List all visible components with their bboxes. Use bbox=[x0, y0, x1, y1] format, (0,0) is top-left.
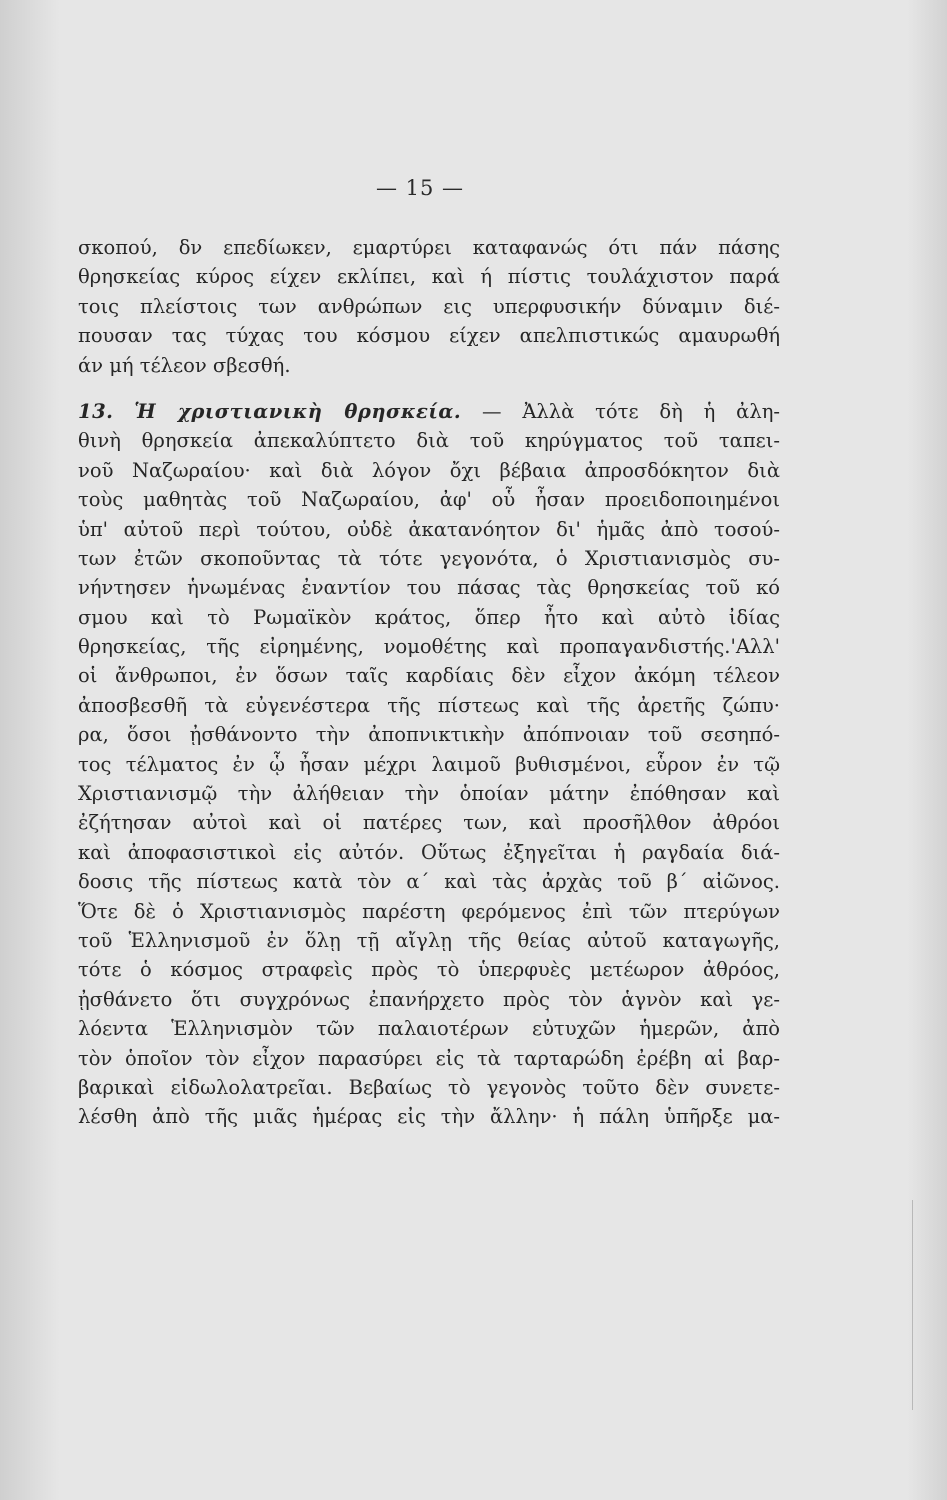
text-line: ἀποσβεσθῆ τὰ εὐγενέστερα τῆς πίστεως καὶ τῆς ἀρετῆς ζώπυ· bbox=[78, 693, 780, 717]
text-line: θινὴ θρησκεία ἀπεκαλύπτετο διὰ τοῦ κηρύγματος τοῦ ταπει- bbox=[78, 429, 780, 453]
text-line: ὑπ' αὐτοῦ περὶ τούτου, οὐδὲ ἀκατανόητον δι' ἡμᾶς ἀπὸ τοσού- bbox=[78, 517, 780, 541]
text-line: ρα, ὅσοι ᾐσθάνοντο τὴν ἀποπνικτικὴν ἀπόπνοιαν τοῦ σεσηπό- bbox=[78, 723, 780, 747]
text-line: θρησκείας, τῆς εἰρημένης, νομοθέτης καὶ προπαγανδιστής.'Αλλ' bbox=[78, 635, 780, 659]
text-line: ἐζήτησαν αὐτοὶ καὶ οἱ πατέρες των, καὶ προσῆλθον ἀθρόοι bbox=[78, 811, 780, 835]
text-line: τοῦ Ἑλληνισμοῦ ἐν ὅλῃ τῇ αἴγλῃ τῆς θείας αὐτοῦ καταγωγῆς, bbox=[78, 928, 780, 952]
text-line: νήντησεν ἡνωμένας ἐναντίον του πάσας τὰς θρησκείας τοῦ κό bbox=[78, 576, 780, 600]
section-title: Ἡ χριστιανικὴ θρησκεία. bbox=[134, 399, 462, 423]
text-line: σμου καὶ τὸ Ρωμαϊκὸν κράτος, ὅπερ ἦτο καὶ αὐτὸ ἰδίας bbox=[78, 605, 780, 629]
text-line: βαρικαὶ εἰδωλολατρεῖαι. Βεβαίως τὸ γεγονὸς τοῦτο δὲν συνετε- bbox=[78, 1075, 780, 1099]
text-line: λόεντα Ἑλληνισμὸν τῶν παλαιοτέρων εὐτυχῶν ἡμερῶν, ἀπὸ bbox=[78, 1017, 780, 1041]
page-edge-shadow-right bbox=[907, 0, 947, 1500]
text-line: θρησκείας κύρος είχεν εκλίπει, καὶ ή πίστις τουλάχιστον παρά bbox=[78, 265, 780, 289]
section-first-line: — Ἀλλὰ τότε δὴ ἡ ἀλη- bbox=[481, 399, 780, 423]
text-line: οἱ ἄνθρωποι, ἐν ὅσων ταῖς καρδίαις δὲν εἶχον ἀκόμη τέλεον bbox=[78, 664, 780, 688]
text-line: λέσθη ἀπὸ τῆς μιᾶς ἡμέρας εἰς τὴν ἄλλην· ἡ πάλη ὑπῆρξε μα- bbox=[78, 1105, 780, 1129]
text-line: Χριστιανισμῷ τὴν ἀλήθειαν τὴν ὁποίαν μάτην ἐπόθησαν καὶ bbox=[78, 782, 780, 806]
section-number: 13. bbox=[78, 399, 114, 423]
text-line: άν μή τέλεον σβεσθή. bbox=[78, 353, 291, 377]
text-line: Ὅτε δὲ ὁ Χριστιανισμὸς παρέστη φερόμενος ἐπὶ τῶν πτερύγων bbox=[78, 899, 780, 923]
section-heading-line bbox=[78, 397, 780, 426]
text-line: τότε ὁ κόσμος στραφεὶς πρὸς τὸ ὑπερφυὲς μετέωρον ἀθρόος, bbox=[78, 958, 780, 982]
page-edge-shadow-left bbox=[0, 0, 60, 1500]
text-line: πουσαν τας τύχας του κόσμου είχεν απελπιστικώς αμαυρωθή bbox=[78, 324, 780, 348]
text-line: νοῦ Ναζωραίου· καὶ διὰ λόγον ὄχι βέβαια ἀπροσδόκητον διὰ bbox=[78, 458, 780, 482]
text-line: τοις πλείστοις των ανθρώπων εις υπερφυσικήν δύναμιν διέ- bbox=[78, 294, 780, 318]
text-line: τοὺς μαθητὰς τοῦ Ναζωραίου, ἀφ' οὗ ἦσαν προειδοποιημένοι bbox=[78, 488, 780, 512]
text-line: ᾐσθάνετο ὅτι συγχρόνως ἐπανήρχετο πρὸς τὸν ἁγνὸν καὶ γε- bbox=[78, 987, 780, 1011]
text-line: τὸν ὁποῖον τὸν εἶχον παρασύρει εἰς τὰ ταρταρώδη ἐρέβη αἱ βαρ- bbox=[78, 1046, 780, 1070]
text-line: δοσις τῆς πίστεως κατὰ τὸν α΄ καὶ τὰς ἀρχὰς τοῦ β΄ αἰῶνος. bbox=[78, 870, 780, 894]
body-text bbox=[78, 233, 780, 1132]
text-line: καὶ ἀποφασιστικοὶ εἰς αὐτόν. Οὕτως ἐξηγεῖται ἡ ραγδαία διά- bbox=[78, 840, 780, 864]
text-line: των ἐτῶν σκοποῦντας τὰ τότε γεγονότα, ὁ Χριστιανισμὸς συ- bbox=[78, 546, 780, 570]
page-number: — 15 — bbox=[375, 176, 465, 200]
text-line: τος τέλματος ἐν ᾧ ἦσαν μέχρι λαιμοῦ βυθισμένοι, εὗρον ἐν τῷ bbox=[78, 752, 780, 776]
text-line: σκοπού, δν επεδίωκεν, εμαρτύρει καταφανώς ότι πάν πάσης bbox=[78, 236, 780, 259]
scan-artifact-line bbox=[912, 1200, 913, 1410]
paragraph-gap bbox=[78, 380, 780, 397]
